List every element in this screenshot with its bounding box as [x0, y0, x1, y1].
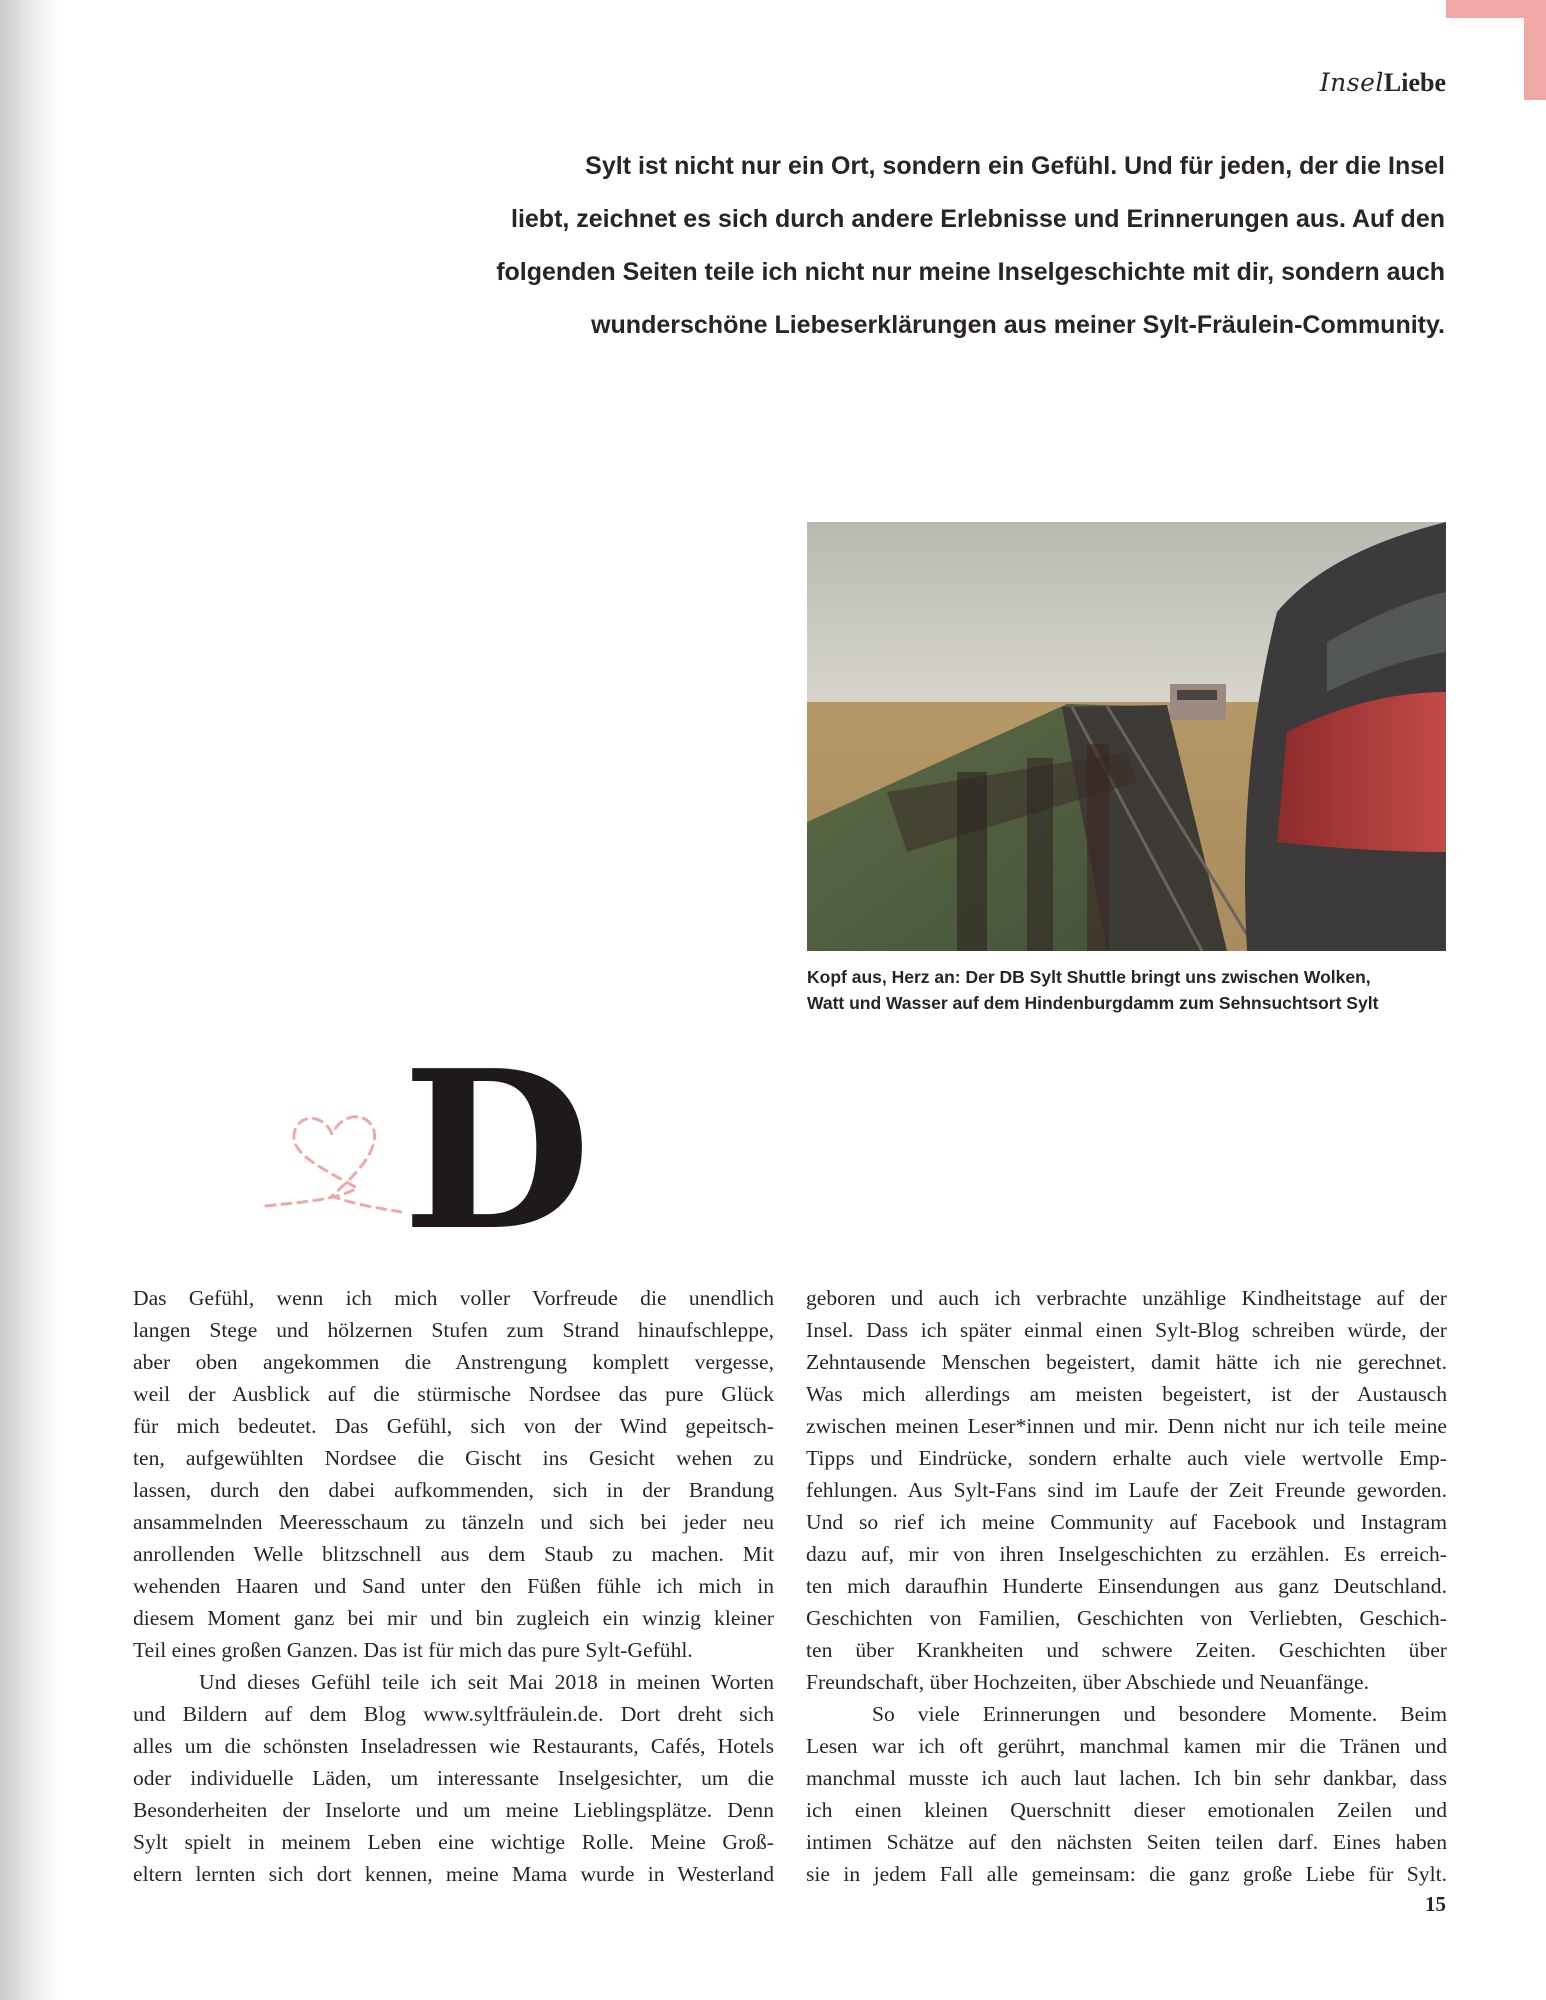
body-line: Zehntausende Menschen begeistert, damit hätte ich nie gerechnet. [806, 1350, 1447, 1374]
drop-cap: D [402, 1023, 592, 1279]
body-line: manchmal musste ich auch laut lachen. Ich bin sehr dankbar, dass [806, 1766, 1447, 1790]
intro-line: folgenden Seiten teile ich nicht nur meine Inselgeschichte mit dir, sondern auch [496, 258, 1445, 286]
intro-text [360, 140, 1445, 352]
body-line: aber oben angekommen die Anstrengung komplett vergesse, [133, 1350, 774, 1374]
body-line: Geschichten von Familien, Geschichten von Verliebten, Geschich- [806, 1606, 1447, 1630]
body-line: Lesen war ich oft gerührt, manchmal kamen mir die Tränen und [806, 1734, 1447, 1758]
body-line: ten mich daraufhin Hunderte Einsendungen aus ganz Deutschland. [806, 1574, 1447, 1598]
body-line: anrollenden Welle blitzschnell aus dem Staub zu machen. Mit [133, 1542, 774, 1566]
body-line: fehlungen. Aus Sylt-Fans sind im Laufe der Zeit Freunde geworden. [806, 1478, 1447, 1502]
photo-distant-train-window [1177, 690, 1217, 700]
body-line: alles um die schönsten Inseladressen wie Restaurants, Cafés, Hotels [133, 1734, 774, 1758]
intro-line: liebt, zeichnet es sich durch andere Erlebnisse und Erinnerungen aus. Auf den [511, 205, 1445, 233]
photo-fence-post [957, 772, 987, 951]
body-column-left [133, 1282, 774, 1890]
intro-line: wunderschöne Liebeserklärungen aus meiner Sylt-Fräulein-Community. [591, 311, 1445, 339]
body-line: Insel. Dass ich später einmal einen Sylt-Blog schreiben würde, der [806, 1318, 1447, 1342]
page-number: 15 [1425, 1892, 1446, 1916]
body-line: Teil eines großen Ganzen. Das ist für mich das pure Sylt-Gefühl. [133, 1638, 693, 1662]
body-line: Und dieses Gefühl teile ich seit Mai 2018 in meinen Worten [199, 1670, 774, 1694]
photo-distant-train [1170, 684, 1226, 720]
body-line: sie in jedem Fall alle gemeinsam: die ganz große Liebe für Sylt. [806, 1862, 1447, 1886]
body-line: Das Gefühl, wenn ich mich voller Vorfreude die unendlich [133, 1286, 774, 1310]
body-line: zwischen meinen Leser*innen und mir. Denn nicht nur ich teile meine [806, 1414, 1447, 1438]
section-label-bold: Liebe [1383, 68, 1446, 97]
body-line: Tipps und Eindrücke, sondern erhalte auch viele wertvolle Emp- [806, 1446, 1447, 1470]
body-line: intimen Schätze auf den nächsten Seiten teilen darf. Eines haben [806, 1830, 1447, 1854]
caption-line: Watt und Wasser auf dem Hindenburgdamm zum Sehnsuchtsort Sylt [807, 993, 1379, 1013]
body-line: weil der Ausblick auf die stürmische Nordsee das pure Glück [133, 1382, 774, 1406]
body-line: wehenden Haaren und Sand unter den Füßen fühle ich mich in [133, 1574, 774, 1598]
body-line: So viele Erinnerungen und besondere Momente. Beim [872, 1702, 1447, 1726]
body-line: dazu auf, mir von ihren Inselgeschichten zu erzählen. Es erreich- [806, 1542, 1447, 1566]
body-line: Und so rief ich meine Community auf Facebook und Instagram [806, 1510, 1447, 1534]
body-line: ten über Krankheiten und schwere Zeiten. Geschichten über [806, 1638, 1447, 1662]
page-gutter-shadow [0, 0, 60, 2000]
body-line: und Bildern auf dem Blog www.syltfräulein.de. Dort dreht sich [133, 1702, 774, 1726]
body-line: oder individuelle Läden, um interessante Inselgesichter, um die [133, 1766, 774, 1790]
intro-line: Sylt ist nicht nur ein Ort, sondern ein Gefühl. Und für jeden, der die Insel [585, 152, 1445, 180]
body-column-right [806, 1282, 1447, 1890]
section-label-script: Insel [1319, 68, 1384, 97]
train-photo [807, 522, 1446, 951]
body-line: lassen, durch den dabei aufkommenden, sich in der Brandung [133, 1478, 774, 1502]
photo-caption [807, 964, 1467, 1016]
body-line: für mich bedeutet. Das Gefühl, sich von der Wind gepeitsch- [133, 1414, 774, 1438]
body-line: eltern lernten sich dort kennen, meine Mama wurde in Westerland [133, 1862, 774, 1886]
corner-mark-shape [1446, 0, 1546, 100]
body-line: ich einen kleinen Querschnitt dieser emotionalen Zeilen und [806, 1798, 1447, 1822]
body-line: ten, aufgewühlten Nordsee die Gischt ins Gesicht wehen zu [133, 1446, 774, 1470]
body-line: langen Stege und hölzernen Stufen zum Strand hinaufschleppe, [133, 1318, 774, 1342]
body-line: Besonderheiten der Inselorte und um meine Lieblingsplätze. Denn [133, 1798, 774, 1822]
photo-fence-post [1027, 758, 1053, 951]
body-line: ansammelnden Meeresschaum zu tänzeln und sich bei jeder neu [133, 1510, 774, 1534]
body-line: Was mich allerdings am meisten begeistert, ist der Austausch [806, 1382, 1447, 1406]
corner-mark [1446, 0, 1546, 100]
body-line: Sylt spielt in meinem Leben eine wichtige Rolle. Meine Groß- [133, 1830, 774, 1854]
body-line: geboren und auch ich verbrachte unzählige Kindheitstage auf der [806, 1286, 1447, 1310]
section-label [1320, 68, 1446, 98]
body-line: Freundschaft, über Hochzeiten, über Abschiede und Neuanfänge. [806, 1670, 1370, 1694]
body-line: diesem Moment ganz bei mir und bin zugleich ein winzig kleiner [133, 1606, 774, 1630]
heart-icon [262, 1108, 402, 1220]
photo-fence-post [1087, 744, 1109, 951]
caption-line: Kopf aus, Herz an: Der DB Sylt Shuttle bringt uns zwischen Wolken, [807, 967, 1371, 987]
photo-illustration [807, 522, 1446, 951]
